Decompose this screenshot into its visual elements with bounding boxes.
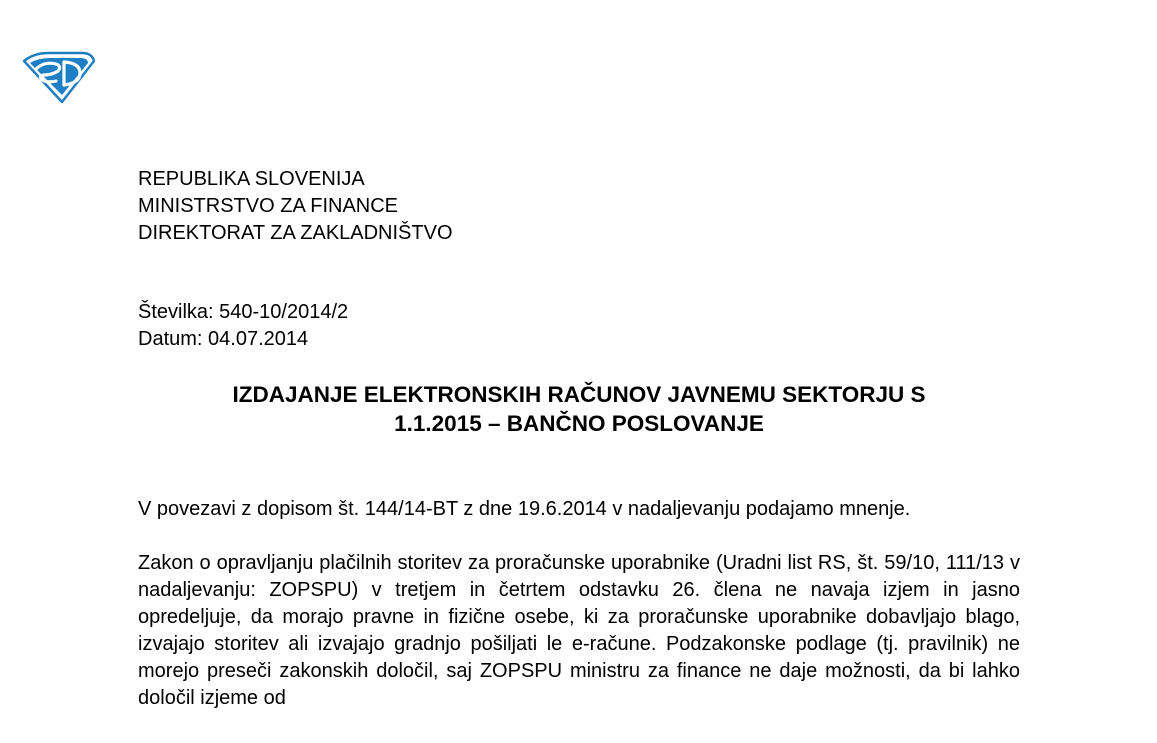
document-body — [138, 496, 1020, 739]
document-meta — [138, 299, 348, 353]
body-paragraph-2: Zakon o opravljanju plačilnih storitev za proračunske uporabnike (Uradni list RS, št. 59/10, 111/13 v nadaljevanju: ZOPSPU) v tretjem in četrtem odstavku 26. člena ne navaja izjem in jasno opredeljuje, da morajo pravne in fizične osebe, ki za proračunske uporabnike dobavljajo blago, izvajajo storitev ali izvajajo gradnjo pošiljati le e-račune. Podzakonske podlage (tj. pravilnik) ne morejo preseči zakonskih določil, saj ZOPSPU ministru za finance ne daje možnosti, da bi lahko določil izjeme od — [138, 552, 1020, 709]
sd-logo-icon — [22, 49, 96, 105]
header-line-republic: REPUBLIKA SLOVENIJA — [138, 168, 365, 190]
document-title — [138, 380, 1020, 438]
document-title-line-1: IZDAJANJE ELEKTRONSKIH RAČUNOV JAVNEMU SEKTORJU S — [232, 382, 926, 407]
header-line-directorate: DIREKTORAT ZA ZAKLADNIŠTVO — [138, 222, 453, 244]
header-line-ministry: MINISTRSTVO ZA FINANCE — [138, 195, 399, 217]
document-date: Datum: 04.07.2014 — [138, 328, 309, 350]
institution-header — [138, 166, 453, 247]
body-paragraph-1: V povezavi z dopisom št. 144/14-BT z dne 19.6.2014 v nadaljevanju podajamo mnenje. — [138, 498, 911, 520]
document-title-line-2: 1.1.2015 – BANČNO POSLOVANJE — [394, 411, 764, 436]
document-number: Številka: 540-10/2014/2 — [138, 301, 349, 323]
